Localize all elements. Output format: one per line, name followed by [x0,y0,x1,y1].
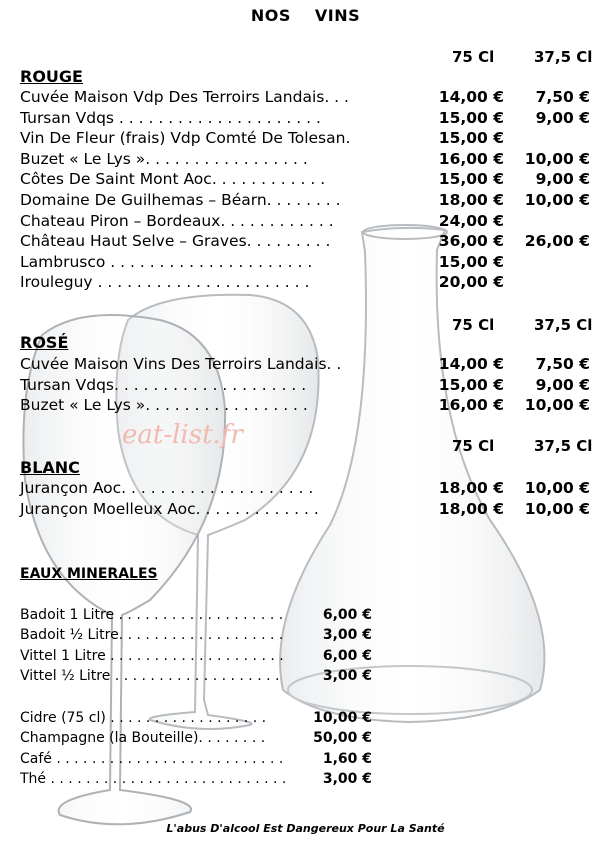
price-37cl: 9,00 € [535,375,590,394]
beverage-name: Vittel 1 Litre . . . . . . . . . . . . . . . . . . . . [20,647,284,664]
price-75cl: 18,00 € [438,191,504,209]
price-37cl: 7,50 € [535,355,590,373]
price-75cl: 24,00 € [438,211,504,230]
beverage-name: Café . . . . . . . . . . . . . . . . . . . . . . . . . . [20,750,284,767]
wine-name: Tursan Vdqs. . . . . . . . . . . . . . . . . . . . [20,375,307,394]
price-75cl: 15,00 € [438,375,504,394]
beverage-price: 50,00 € [313,730,372,747]
wine-name: Cuvée Maison Vins Des Terroirs Landais. . [20,355,342,373]
price-75cl: 18,00 € [438,499,504,518]
wine-name: Vin De Fleur (frais) Vdp Comté De Tolesan. [20,129,351,148]
price-75cl: 16,00 € [438,149,504,168]
wine-name: Chateau Piron – Bordeaux. . . . . . . . . . . . [20,211,334,230]
beverage-name: Thé . . . . . . . . . . . . . . . . . . . . . . . . . . . [20,770,287,787]
price-75cl: 15,00 € [438,129,504,148]
page-title [0,6,611,25]
price-75cl: 20,00 € [438,273,504,292]
section-blanc-title: BLANC [20,458,80,477]
beverage-price: 6,00 € [322,607,372,623]
wine-name: Jurançon Aoc. . . . . . . . . . . . . . . . . . . . [20,479,314,497]
price-75cl: 14,00 € [438,355,504,373]
col-75cl-header: 75 Cl [452,437,495,455]
beverage-price: 1,60 € [322,750,372,767]
col-37cl-header: 37,5 Cl [534,48,593,66]
beverage-name: Vittel ½ Litre . . . . . . . . . . . . . . . . . . . [20,667,280,684]
beverage-name: Badoit ½ Litre. . . . . . . . . . . . . . . . . . . [20,627,284,644]
price-37cl: 9,00 € [535,170,590,189]
wine-name: Irouleguy . . . . . . . . . . . . . . . . . . . . . . [20,273,310,292]
health-warning-footer: L'abus D'alcool Est Dangereux Pour La Santé [166,822,445,835]
col-37cl-header: 37,5 Cl [534,437,593,455]
section-eaux-title: EAUX MINERALES [20,566,158,582]
price-37cl: 10,00 € [524,149,590,168]
wine-name: Cuvée Maison Vdp Des Terroirs Landais. . . [20,88,349,106]
beverage-name: Badoit 1 Litre . . . . . . . . . . . . . . . . . . . [20,607,284,623]
price-75cl: 18,00 € [438,479,504,497]
beverage-price: 3,00 € [322,627,372,644]
price-37cl: 10,00 € [524,396,590,415]
wine-name: Château Haut Selve – Graves. . . . . . . . . [20,232,331,251]
beverage-price: 6,00 € [322,647,372,664]
price-37cl: 7,50 € [535,88,590,106]
wine-name: Buzet « Le Lys ». . . . . . . . . . . . . . . . . [20,396,308,415]
price-37cl: 10,00 € [524,191,590,209]
title-word-2: VINS [314,6,361,25]
beverage-price: 3,00 € [322,770,372,787]
beverage-name: Cidre (75 cl) . . . . . . . . . . . . . . . . . . [20,710,267,726]
title-word-1: NOS [250,6,291,25]
col-37cl-header: 37,5 Cl [534,316,593,334]
wine-name: Buzet « Le Lys ». . . . . . . . . . . . . . . . . [20,149,308,168]
price-75cl: 15,00 € [438,170,504,189]
price-75cl: 15,00 € [438,108,504,127]
price-75cl: 15,00 € [438,252,504,271]
section-rouge-title: ROUGE [20,67,83,86]
price-37cl: 10,00 € [524,499,590,518]
price-75cl: 16,00 € [438,396,504,415]
price-75cl: 14,00 € [438,88,504,106]
wine-name: Domaine De Guilhemas – Béarn. . . . . . . . [20,191,341,209]
price-37cl: 10,00 € [524,479,590,497]
beverage-name: Champagne (la Bouteille). . . . . . . . [20,730,266,747]
col-75cl-header: 75 Cl [452,316,495,334]
price-75cl: 36,00 € [438,232,504,251]
beverage-price: 3,00 € [322,667,372,684]
col-75cl-header: 75 Cl [452,48,495,66]
price-37cl: 9,00 € [535,108,590,127]
section-rose-title: ROSÉ [20,333,69,352]
wine-name: Lambrusco . . . . . . . . . . . . . . . . . . . . . [20,252,313,271]
wine-name: Côtes De Saint Mont Aoc. . . . . . . . . . . . [20,170,326,189]
wine-name: Jurançon Moelleux Aoc. . . . . . . . . . . . . [20,499,319,518]
price-37cl: 26,00 € [524,232,590,251]
wine-name: Tursan Vdqs . . . . . . . . . . . . . . . . . . . . . [20,108,321,127]
watermark: eat-list.fr [122,420,243,450]
beverage-price: 10,00 € [313,710,372,726]
